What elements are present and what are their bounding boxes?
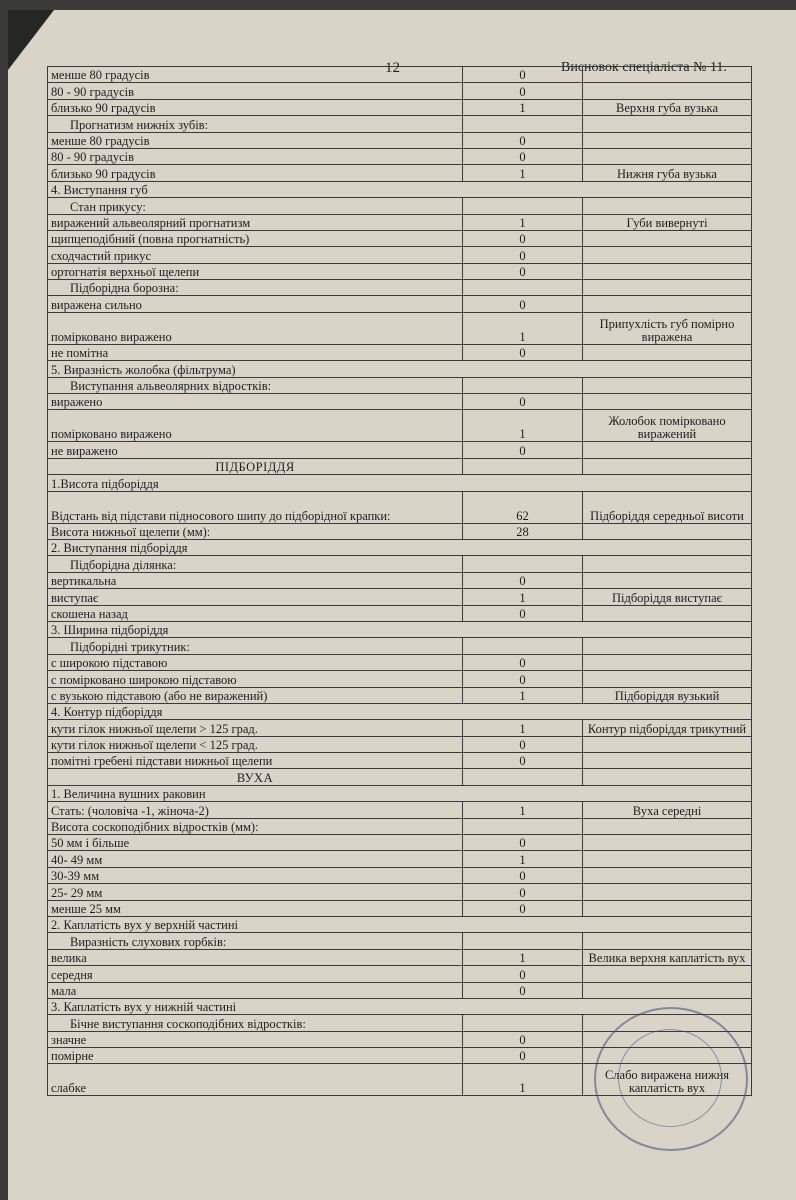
row-value: 0 <box>463 966 583 982</box>
row-label: Висота нижньої щелепи (мм): <box>48 523 463 539</box>
section-title: ВУХА <box>48 769 463 785</box>
row-note <box>583 605 752 621</box>
table-row <box>48 572 752 588</box>
table-row <box>48 280 752 296</box>
table-row <box>48 589 752 605</box>
row-value <box>463 556 583 572</box>
row-note <box>583 835 752 851</box>
row-value: 0 <box>463 132 583 148</box>
row-note: Слабо виражена нижня каплатість вух <box>583 1064 752 1096</box>
row-value: 1 <box>463 99 583 115</box>
row-value: 1 <box>463 589 583 605</box>
row-note <box>583 1031 752 1047</box>
row-note <box>583 671 752 687</box>
row-note: Підборіддя виступає <box>583 589 752 605</box>
row-value: 0 <box>463 247 583 263</box>
row-note <box>583 442 752 458</box>
row-note <box>583 1048 752 1064</box>
row-note <box>583 884 752 900</box>
table-row <box>48 720 752 736</box>
row-note <box>583 280 752 296</box>
row-label: Підборідні трикутник: <box>48 638 463 654</box>
row-value: 1 <box>463 1064 583 1096</box>
row-value: 1 <box>463 312 583 344</box>
row-value: 0 <box>463 867 583 883</box>
row-value: 0 <box>463 344 583 360</box>
group-label: 3. Каплатість вух у нижній частині <box>48 998 752 1014</box>
row-value: 0 <box>463 148 583 164</box>
row-note <box>583 654 752 670</box>
table-row <box>48 605 752 621</box>
table-row <box>48 377 752 393</box>
row-value <box>463 198 583 214</box>
row-label: близько 90 градусів <box>48 165 463 181</box>
row-label: не помітна <box>48 344 463 360</box>
row-value <box>463 818 583 834</box>
row-label: 50 мм і більше <box>48 835 463 851</box>
table-row <box>48 1015 752 1031</box>
row-value: 0 <box>463 736 583 752</box>
row-label: с помірковано широкою підставою <box>48 671 463 687</box>
table-group-row <box>48 621 752 637</box>
row-note <box>583 982 752 998</box>
row-note <box>583 769 752 785</box>
page-number: 12 <box>385 60 400 76</box>
row-note <box>583 458 752 474</box>
row-label: близько 90 градусів <box>48 99 463 115</box>
row-label: слабке <box>48 1064 463 1096</box>
row-note <box>583 132 752 148</box>
table-row <box>48 344 752 360</box>
group-label: 5. Виразність жолобка (фільтрума) <box>48 361 752 377</box>
row-value <box>463 116 583 132</box>
row-label: Стать: (чоловіча -1, жіноча-2) <box>48 802 463 818</box>
row-label: сходчастий прикус <box>48 247 463 263</box>
table-row <box>48 296 752 312</box>
row-label: значне <box>48 1031 463 1047</box>
row-label: помірне <box>48 1048 463 1064</box>
row-value: 1 <box>463 214 583 230</box>
row-label: 40- 49 мм <box>48 851 463 867</box>
row-note <box>583 394 752 410</box>
row-note <box>583 851 752 867</box>
table-row <box>48 230 752 246</box>
row-value: 1 <box>463 687 583 703</box>
row-label: кути гілок нижньої щелепи < 125 град. <box>48 736 463 752</box>
row-value: 62 <box>463 491 583 523</box>
row-value: 1 <box>463 949 583 965</box>
row-label: Бічне виступання соскоподібних відростків: <box>48 1015 463 1031</box>
row-label: 80 - 90 градусів <box>48 148 463 164</box>
group-label: 1. Величина вушних раковин <box>48 785 752 801</box>
table-row <box>48 671 752 687</box>
row-label: скошена назад <box>48 605 463 621</box>
table-group-row <box>48 361 752 377</box>
table-row <box>48 933 752 949</box>
row-note <box>583 263 752 279</box>
row-value: 1 <box>463 410 583 442</box>
row-note: Підборіддя вузький <box>583 687 752 703</box>
group-label: 2. Каплатість вух у верхній частині <box>48 916 752 932</box>
row-label: менше 80 градусів <box>48 132 463 148</box>
row-note: Велика верхня каплатість вух <box>583 949 752 965</box>
row-label: ортогнатія верхньої щелепи <box>48 263 463 279</box>
table-row <box>48 148 752 164</box>
table-group-row <box>48 916 752 932</box>
row-label: Відстань від підстави підносового шипу до підборідної крапки: <box>48 491 463 523</box>
assessment-table-body <box>48 67 752 1096</box>
row-value: 0 <box>463 654 583 670</box>
row-value: 0 <box>463 263 583 279</box>
table-row <box>48 949 752 965</box>
table-group-row <box>48 998 752 1014</box>
row-label: виражено <box>48 394 463 410</box>
table-row <box>48 654 752 670</box>
row-value <box>463 458 583 474</box>
row-value: 0 <box>463 884 583 900</box>
table-group-row <box>48 785 752 801</box>
row-value: 0 <box>463 296 583 312</box>
row-value: 0 <box>463 900 583 916</box>
table-row <box>48 116 752 132</box>
row-label: помірковано виражено <box>48 312 463 344</box>
row-note: Вуха середні <box>583 802 752 818</box>
row-label: Підборідна борозна: <box>48 280 463 296</box>
row-label: менше 25 мм <box>48 900 463 916</box>
row-label: Висота соскоподібних відростків (мм): <box>48 818 463 834</box>
row-note <box>583 572 752 588</box>
row-value: 0 <box>463 83 583 99</box>
row-label: 25- 29 мм <box>48 884 463 900</box>
row-label: кути гілок нижньої щелепи > 125 град. <box>48 720 463 736</box>
row-value <box>463 280 583 296</box>
row-label: велика <box>48 949 463 965</box>
row-note <box>583 736 752 752</box>
row-note <box>583 247 752 263</box>
row-label: 80 - 90 градусів <box>48 83 463 99</box>
table-row <box>48 982 752 998</box>
row-note <box>583 966 752 982</box>
row-note: Припухлість губ помірно виражена <box>583 312 752 344</box>
row-note <box>583 753 752 769</box>
conclusion-title: Висновок спеціаліста № 11. <box>561 60 727 75</box>
row-note: Верхня губа вузька <box>583 99 752 115</box>
row-note <box>583 67 752 83</box>
table-row <box>48 900 752 916</box>
row-value <box>463 377 583 393</box>
row-value: 0 <box>463 394 583 410</box>
row-label: менше 80 градусів <box>48 67 463 83</box>
table-row <box>48 736 752 752</box>
row-label: с широкою підставою <box>48 654 463 670</box>
row-label: помірковано виражено <box>48 410 463 442</box>
table-row <box>48 1064 752 1096</box>
row-value: 1 <box>463 165 583 181</box>
row-value: 0 <box>463 671 583 687</box>
row-label: середня <box>48 966 463 982</box>
row-note <box>583 198 752 214</box>
table-row <box>48 491 752 523</box>
table-row <box>48 638 752 654</box>
group-label: 4. Виступання губ <box>48 181 752 197</box>
row-note <box>583 116 752 132</box>
row-label: виражений альвеолярний прогнатизм <box>48 214 463 230</box>
group-label: 2. Виступання підборіддя <box>48 539 752 555</box>
row-label: Стан прикусу: <box>48 198 463 214</box>
row-value: 0 <box>463 230 583 246</box>
row-note <box>583 638 752 654</box>
row-value: 1 <box>463 851 583 867</box>
row-note <box>583 867 752 883</box>
table-row <box>48 165 752 181</box>
table-row <box>48 1031 752 1047</box>
table-group-row <box>48 475 752 491</box>
assessment-table <box>47 66 752 1096</box>
row-value: 0 <box>463 982 583 998</box>
table-row <box>48 99 752 115</box>
table-row <box>48 67 752 83</box>
group-label: 4. Контур підборіддя <box>48 703 752 719</box>
row-note: Нижня губа вузька <box>583 165 752 181</box>
row-value: 0 <box>463 1048 583 1064</box>
row-label: Виразність слухових горбків: <box>48 933 463 949</box>
table-row <box>48 835 752 851</box>
table-row <box>48 867 752 883</box>
table-row <box>48 1048 752 1064</box>
row-note <box>583 556 752 572</box>
row-value: 0 <box>463 753 583 769</box>
table-group-row <box>48 181 752 197</box>
section-title: ПІДБОРІДДЯ <box>48 458 463 474</box>
table-row <box>48 966 752 982</box>
table-section-row <box>48 769 752 785</box>
row-note <box>583 377 752 393</box>
table-row <box>48 214 752 230</box>
table-row <box>48 818 752 834</box>
row-value: 1 <box>463 720 583 736</box>
table-row <box>48 556 752 572</box>
row-note: Губи вивернуті <box>583 214 752 230</box>
table-row <box>48 312 752 344</box>
row-note: Жолобок помірковано виражений <box>583 410 752 442</box>
table-row <box>48 851 752 867</box>
row-note <box>583 900 752 916</box>
row-note <box>583 523 752 539</box>
row-note <box>583 148 752 164</box>
row-label: 30-39 мм <box>48 867 463 883</box>
group-label: 1.Висота підборіддя <box>48 475 752 491</box>
row-value <box>463 769 583 785</box>
row-value: 1 <box>463 802 583 818</box>
row-label: Прогнатизм нижніх зубів: <box>48 116 463 132</box>
table-row <box>48 132 752 148</box>
group-label: 3. Ширина підборіддя <box>48 621 752 637</box>
row-note: Контур підборіддя трикутний <box>583 720 752 736</box>
table-row <box>48 394 752 410</box>
row-value: 0 <box>463 572 583 588</box>
table-row <box>48 523 752 539</box>
row-note <box>583 933 752 949</box>
row-label: помітні гребені підстави нижньої щелепи <box>48 753 463 769</box>
table-row <box>48 687 752 703</box>
row-label: виступає <box>48 589 463 605</box>
row-label: Виступання альвеолярних відростків: <box>48 377 463 393</box>
row-value: 0 <box>463 442 583 458</box>
row-note: Підборіддя середньої висоти <box>583 491 752 523</box>
row-label: мала <box>48 982 463 998</box>
table-row <box>48 884 752 900</box>
row-value: 0 <box>463 835 583 851</box>
table-row <box>48 247 752 263</box>
row-label: виражена сильно <box>48 296 463 312</box>
table-row <box>48 753 752 769</box>
table-row <box>48 802 752 818</box>
row-note <box>583 296 752 312</box>
table-row <box>48 410 752 442</box>
row-value: 0 <box>463 67 583 83</box>
table-group-row <box>48 539 752 555</box>
row-label: щипцеподібний (повна прогнатність) <box>48 230 463 246</box>
row-value: 0 <box>463 605 583 621</box>
table-row <box>48 83 752 99</box>
table-group-row <box>48 703 752 719</box>
row-value <box>463 638 583 654</box>
table-row <box>48 263 752 279</box>
row-note <box>583 818 752 834</box>
row-note <box>583 83 752 99</box>
row-label: Підборідна ділянка: <box>48 556 463 572</box>
row-note <box>583 344 752 360</box>
row-label: с вузькою підставою (або не виражений) <box>48 687 463 703</box>
table-section-row <box>48 458 752 474</box>
row-note <box>583 230 752 246</box>
row-value <box>463 933 583 949</box>
table-row <box>48 442 752 458</box>
row-label: не виражено <box>48 442 463 458</box>
table-row <box>48 198 752 214</box>
row-label: вертикальна <box>48 572 463 588</box>
row-value: 0 <box>463 1031 583 1047</box>
row-note <box>583 1015 752 1031</box>
row-value: 28 <box>463 523 583 539</box>
row-value <box>463 1015 583 1031</box>
